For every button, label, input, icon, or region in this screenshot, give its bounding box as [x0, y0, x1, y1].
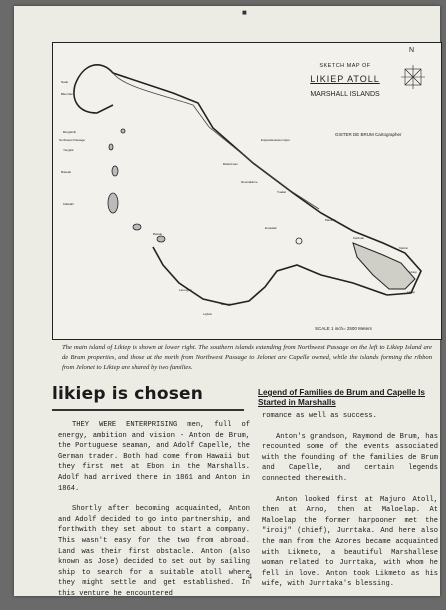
- top-mark: ■: [242, 8, 247, 17]
- article-paragraph: Shortly after becoming acquainted, Anton and Adolf decided to go into partnership, and forthwith they set about to start a company. This wasn't easy for the two from abroad. Land was their first obstacle. Anton (also known as Jose) decided to set out by sailing ship to search for a suitable atoll where they might settle and get established. In this venture he encountered: [58, 505, 250, 598]
- map-title-small: SKETCH MAP OF: [319, 63, 371, 69]
- svg-text:Emadeik: Emadeik: [265, 226, 277, 230]
- compass-north-label: N: [409, 47, 415, 54]
- map-title-main-text: LIKIEP ATOLL: [310, 74, 380, 84]
- svg-text:Northwest Passage: Northwest Passage: [59, 138, 86, 142]
- svg-text:Kartinan: Kartinan: [353, 236, 365, 240]
- map-subtitle: MARSHALL ISLANDS: [310, 91, 380, 98]
- svg-text:Larengeti: Larengeti: [179, 288, 192, 292]
- svg-text:Nadu: Nadu: [61, 80, 69, 84]
- svg-text:Kabkabi: Kabkabi: [63, 202, 74, 206]
- map-cartographer: GISTER DE BRUM Cartographer: [335, 132, 402, 137]
- article-column-left: [58, 420, 250, 610]
- svg-text:Bekalo: Bekalo: [153, 232, 163, 236]
- article-paragraph: Anton looked first at Majuro Atoll, then at Arno, then at Maloelap. At Maloelap the former harpooner met the "iroij" (chief), Jurrtaka. And here also the man from the Azores became acquainted with Likmeto, a beautiful Marshallese woman related to Jurrtaka, with whom he fell in love. Anton took Likmeto as his wife, with Jurrtaka's blessing.: [262, 495, 438, 589]
- svg-text:Tekirai: Tekirai: [399, 246, 408, 250]
- article-paragraph: romance as well as success.: [262, 412, 377, 420]
- magazine-page: [14, 6, 440, 596]
- headline-rule: [52, 409, 244, 411]
- map-scale: SCALE 1 inch= 2500 Meters: [315, 326, 372, 331]
- svg-text:Likrep: Likrep: [407, 290, 416, 294]
- atoll-sketch-map: [52, 42, 442, 340]
- article-headline: likiep is chosen: [52, 384, 204, 404]
- article-column-right: [262, 411, 438, 600]
- atoll-outline: [53, 43, 441, 339]
- article-paragraph: Anton's grandson, Raymond de Brum, has recounted some of the events associated with the founding of the families de Brum and Capelle, and certain legends connected therewith.: [262, 432, 438, 483]
- page-number: 4: [248, 572, 252, 581]
- svg-text:Bokkolman: Bokkolman: [223, 162, 238, 166]
- svg-text:Likiep: Likiep: [409, 270, 417, 274]
- svg-text:Bokelat: Bokelat: [61, 170, 72, 174]
- svg-text:Yangkik: Yangkik: [63, 148, 74, 152]
- svg-text:Elemgo: Elemgo: [221, 302, 232, 306]
- svg-text:Enijetokkukulemmijon: Enijetokkukulemmijon: [261, 138, 291, 142]
- svg-text:Lojbok: Lojbok: [203, 312, 212, 316]
- map-title-main: [285, 74, 405, 84]
- svg-text:Bengikirik: Bengikirik: [63, 130, 77, 134]
- svg-text:Bikorrtan: Bikorrtan: [61, 92, 74, 96]
- svg-text:Manirok: Manirok: [325, 218, 336, 222]
- svg-text:Tuakal: Tuakal: [277, 190, 286, 194]
- map-caption: The main island of Likiep is shown at lower right. The southern islands extending from Northwest Passage on the left to Likiep Island are de Brum properties, and those at the north from Northwest Passage to Jelonet are Capelle owned, while the islands forming the ribbon from Jelonet to Likiep are shared by two families.: [62, 344, 432, 371]
- article-subheadline: Legend of Families de Brum and Capelle Is Started in Marshalls: [258, 388, 425, 407]
- svg-text:Rooniakilme: Rooniakilme: [241, 180, 258, 184]
- article-paragraph: THEY WERE ENTERPRISING men, full of energy, ambition and vision - Anton de Brum, the Portuguese seaman, and Adolf Capelle, the German trader. Both had come from Hawaii but they first met at Ebon in the Marshalls. Adolf had arrived there in 1861 and Anton in 1864.: [58, 421, 250, 493]
